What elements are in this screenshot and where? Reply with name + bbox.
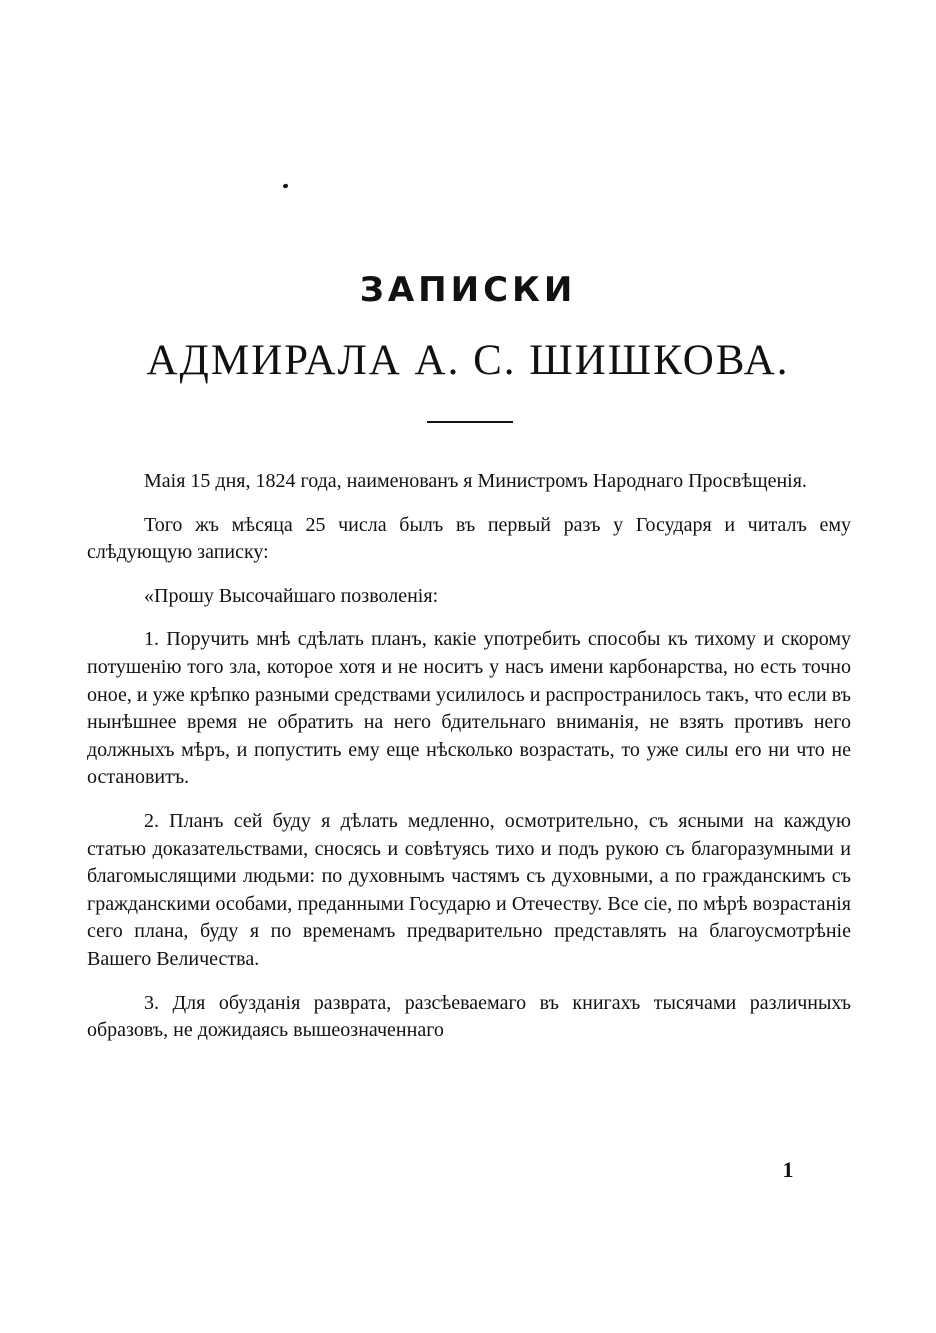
page-subtitle: АДМИРАЛА А. С. ШИШКОВА. [146, 337, 790, 384]
paragraph: 1. Поручить мнѣ сдѣлать планъ, какіе употребить способы къ тихому и скорому потушенію того зла, которое хотя и не носитъ у насъ имени карбонарства, но есть точно оное, и уже крѣпко разными средствами усилилось и распространилось такъ, что если въ нынѣшнее время не обратить на него бдительнаго вниманія, не взять противъ него должныхъ мѣръ, и попустить ему еще нѣсколько возрастать, то уже силы его ни что не остановитъ. [87, 628, 851, 789]
paragraph: Того жъ мѣсяца 25 числа былъ въ первый разъ у Государя и читалъ ему слѣдующую записку: [87, 513, 851, 564]
paragraph: 2. Планъ сей буду я дѣлать медленно, осмотрительно, съ ясными на каждую статью доказательствами, сносясь и совѣтуясь тихо и подъ рукою съ благоразумными и благомыслящими людьми: по духовнымъ частямъ съ духовными, а по гражданскимъ съ гражданскими особами, преданными Государю и Отечеству. Все сіе, по мѣрѣ возрастанія сего плана, буду я по временамъ предварительно представлять на благоусмотрѣніе Вашего Величества. [87, 809, 851, 970]
paragraph: «Прошу Высочайшаго позволенія: [144, 584, 439, 607]
paragraph: 3. Для обузданія разврата, разсѣеваемаго въ книгахъ тысячами различныхъ образовъ, не дожидаясь вышеозначеннаго [87, 991, 851, 1042]
body-text [87, 468, 851, 1045]
ink-speck [282, 183, 288, 189]
page-title: ЗАПИСКИ [359, 270, 577, 310]
title-divider [427, 421, 513, 423]
paragraph: Маія 15 дня, 1824 года, наименованъ я Министромъ Народнаго Просвѣщенія. [144, 470, 807, 492]
page-number: 1 [782, 1157, 794, 1182]
